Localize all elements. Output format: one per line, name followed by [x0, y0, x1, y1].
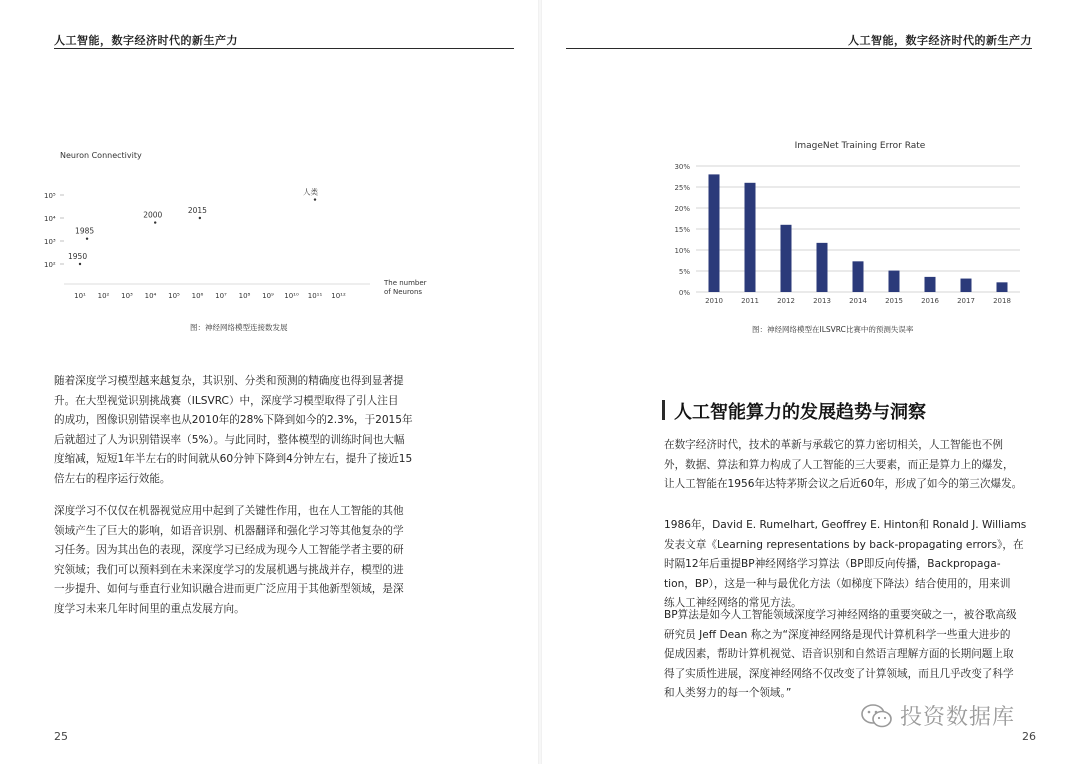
neuron-point-label: 1950 [68, 252, 88, 261]
neuron-x-tick: 10² [97, 292, 110, 300]
chart-caption: 图：神经网络模型在ILSVRC比赛中的预测失误率 [752, 325, 914, 334]
chart-y-tick: 5% [678, 268, 690, 276]
text-line: 后就超过了人为识别错误率（5%）。与此同时，整体模型的训练时间也大幅 [54, 433, 405, 446]
text-line: 得了实质性进展，深度神经网络不仅改变了计算领域，而且几乎改变了科学 [664, 667, 1014, 680]
neuron-y-tick: 10² [44, 261, 56, 269]
text-line: 倍左右的程序运行效能。 [54, 472, 171, 485]
chart-x-tick: 2018 [993, 297, 1011, 305]
text-line: BP算法是如今人工智能领域深度学习神经网络的重要突破之一，被谷歌高级 [664, 609, 1017, 621]
neuron-point-label: 2000 [143, 210, 163, 220]
chart-bar [745, 183, 756, 292]
text-line: 1986年，David E. Rumelhart, Geoffrey E. Hinton和 Ronald J. Williams [664, 519, 1027, 531]
text-line: 度缩减，短短1年半左右的时间就从60分钟下降到4分钟左右，提升了接近15 [54, 453, 413, 465]
neuron-x-tick: 10¹ [74, 292, 86, 300]
chart-x-tick: 2010 [705, 297, 723, 305]
chart-y-tick: 20% [674, 205, 690, 213]
neuron-x-tick: 10⁶ [191, 292, 204, 300]
chart-bar [781, 225, 792, 292]
text-line: 升。在大型视觉识别挑战赛（ILSVRC）中，深度学习模型取得了引人注目 [54, 394, 399, 407]
chart-x-tick: 2015 [885, 297, 903, 305]
neuron-x-tick: 10⁴ [144, 292, 157, 300]
neuron-point [314, 198, 316, 200]
neuron-point-label: 人类 [303, 187, 318, 197]
chart-x-tick: 2014 [849, 297, 867, 305]
neuron-point [86, 238, 88, 240]
text-line: 深度学习不仅仅在机器视觉应用中起到了关键性作用，也在人工智能的其他 [54, 505, 404, 517]
neuron-y-tick: 10⁴ [44, 215, 56, 223]
neuron-x-tick: 10¹⁰ [284, 292, 299, 300]
neuron-x-tick: 10⁷ [215, 292, 227, 300]
chart-bar [853, 261, 864, 292]
chart-bar [925, 277, 936, 292]
chart-y-tick: 25% [674, 184, 690, 192]
left-paragraph-1 [54, 372, 413, 489]
neuron-y-ticks [44, 192, 64, 269]
text-line: 让人工智能在1956年达特茅斯会议之后近60年，形成了如今的第三次爆发。 [664, 478, 1023, 490]
chart-bar [997, 282, 1008, 292]
neuron-point [79, 263, 81, 265]
neuron-x-tick: 10⁵ [168, 292, 180, 300]
neuron-x-ticks [64, 284, 370, 300]
right-paragraph-2 [664, 516, 1026, 614]
chart-y-tick: 30% [674, 163, 690, 171]
neuron-x-label-line2: of Neurons [384, 288, 423, 296]
right-paragraph-1 [664, 436, 1022, 495]
neuron-point-label: 1985 [75, 226, 95, 236]
neuron-points [68, 187, 318, 266]
neuron-y-tick: 10³ [44, 238, 56, 246]
text-line: tion，BP），这是一种与最优化方法（如梯度下降法）结合使用的，用来训 [664, 577, 1011, 590]
text-line: 研究员 Jeff Dean 称之为“深度神经网络是现代计算机科学一些重大进步的 [664, 628, 1011, 641]
text-line: 促成因素，帮助计算机视觉、语音识别和自然语言理解方面的长期问题上取 [664, 648, 1014, 660]
text-line: 时隔12年后重提BP神经网络学习算法（BP即反向传播，Backpropaga- [664, 558, 1001, 570]
imagenet-error-chart [660, 132, 1030, 312]
neuron-figure-title: Neuron Connectivity [60, 151, 142, 160]
chart-x-tick: 2011 [741, 297, 759, 305]
text-line: 习任务。因为其出色的表现，深度学习已经成为现今人工智能学者主要的研 [54, 544, 404, 556]
chart-y-tick: 10% [674, 247, 690, 255]
left-page-number: 25 [54, 730, 68, 743]
chart-x-ticks [705, 297, 1011, 305]
chart-y-tick: 15% [674, 226, 690, 234]
neuron-point [199, 217, 201, 219]
neuron-x-tick: 10³ [121, 292, 133, 300]
left-header-rule [54, 48, 514, 49]
text-line: 练人工神经网络的常见方法。 [664, 597, 802, 609]
text-line: 的成功，图像识别错误率也从2010年的28%下降到如今的2.3%，于2015年 [54, 414, 413, 426]
neuron-x-label-line1: The number [384, 279, 427, 287]
text-line: 和人类努力的每一个领域。” [664, 687, 792, 699]
neuron-connectivity-figure [40, 140, 430, 310]
chart-x-tick: 2016 [921, 297, 939, 305]
left-paragraph-2 [54, 502, 404, 619]
text-line: 度学习未来几年时间里的重点发展方向。 [54, 602, 245, 615]
right-running-head: 人工智能，数字经济时代的新生产力 [848, 34, 1032, 47]
chart-bar [817, 243, 828, 292]
watermark [860, 700, 1015, 731]
chart-bars [709, 174, 1008, 292]
chart-x-tick: 2013 [813, 297, 831, 305]
book-spine [538, 0, 542, 764]
chart-bar [961, 279, 972, 292]
text-line: 随着深度学习模型越来越复杂，其识别、分类和预测的精确度也得到显著提 [54, 375, 404, 387]
neuron-figure-caption: 图：神经网络模型连接数发展 [190, 323, 288, 332]
chart-title: ImageNet Training Error Rate [794, 141, 926, 151]
chart-bar [889, 271, 900, 292]
left-running-head: 人工智能，数字经济时代的新生产力 [54, 34, 238, 47]
neuron-y-tick: 10⁵ [44, 192, 56, 200]
watermark-text: 投资数据库 [900, 705, 1016, 730]
chart-y-tick: 0% [678, 289, 690, 297]
neuron-point-label: 2015 [187, 206, 207, 215]
chart-y-ticks [674, 163, 690, 297]
chart-x-tick: 2017 [957, 297, 975, 305]
section-heading: 人工智能算力的发展趋势与洞察 [674, 402, 926, 423]
chart-x-tick: 2012 [777, 297, 795, 305]
chart-bar [709, 174, 720, 292]
text-line: 究领域；我们可以预料到在未来深度学习的发展机遇与挑战并存，模型的进 [54, 563, 404, 576]
neuron-x-tick: 10⁸ [238, 292, 251, 300]
section-heading-bar [662, 400, 665, 420]
neuron-x-tick: 10¹¹ [307, 292, 323, 300]
neuron-point [154, 221, 156, 223]
text-line: 在数字经济时代，技术的革新与承载它的算力密切相关，人工智能也不例 [664, 439, 1003, 451]
text-line: 领域产生了巨大的影响，如语音识别、机器翻译和强化学习等其他复杂的学 [54, 524, 404, 537]
right-header-rule [566, 48, 1032, 49]
right-paragraph-3 [664, 606, 1017, 704]
neuron-x-tick: 10¹² [331, 292, 346, 300]
right-page-number: 26 [1022, 730, 1036, 743]
text-line: 发表文章《Learning representations by back-propagating errors》，在 [664, 538, 1024, 551]
text-line: 外，数据、算法和算力构成了人工智能的三大要素，而正是算力上的爆发， [664, 458, 1014, 471]
neuron-x-tick: 10⁹ [262, 292, 274, 300]
wechat-icon [860, 703, 894, 729]
text-line: 一步提升、如何与垂直行业知识融合进而更广泛应用于其他新型领域，是深 [54, 583, 404, 595]
